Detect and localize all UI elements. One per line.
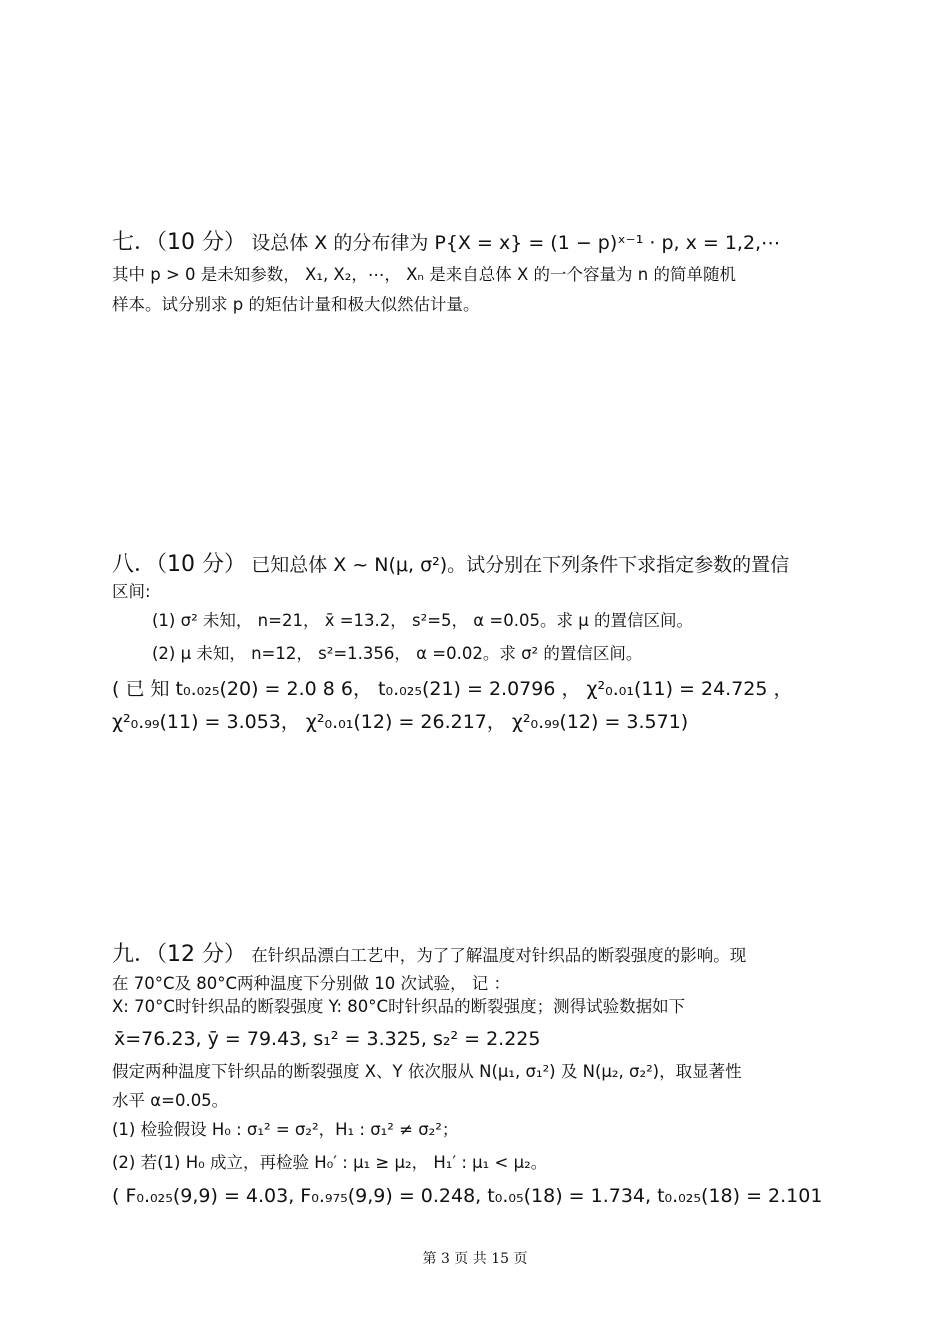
q8-item2: (2) μ 未知， n=12， s²=1.356， α =0.02。求 σ² 的置信区间。: [152, 644, 643, 663]
q8-known1: ( 已 知 t₀.₀₂₅(20) = 2.0 8 6， t₀.₀₂₅(21) = 2.0796 ， χ²₀.₀₁(11) = 24.725 ，: [112, 678, 793, 700]
q9-item2: (2) 若(1) H₀ 成立，再检验 H₀′ : μ₁ ≥ μ₂， H₁′ : μ₁ < μ₂。: [112, 1153, 548, 1172]
q8-known2: χ²₀.₉₉(11) = 3.053， χ²₀.₀₁(12) = 26.217， χ²₀.₉₉(12) = 3.571): [112, 711, 689, 733]
q9-line3: X: 70°C时针织品的断裂强度 Y: 80°C时针织品的断裂强度；测得试验数据如下: [112, 997, 686, 1016]
q9-known: ( F₀.₀₂₅(9,9) = 4.03, F₀.₉₇₅(9,9) = 0.248, t₀.₀₅(18) = 1.734, t₀.₀₂₅(18) = 2.101: [112, 1185, 823, 1207]
q8-heading: 八．（10 分）: [112, 552, 246, 577]
q9-heading: 九．（12 分）: [112, 942, 246, 967]
q7-heading: 七．（10 分）: [112, 230, 246, 255]
q7-line2: 其中 p > 0 是未知参数， X₁, X₂，⋯， Xₙ 是来自总体 X 的一个容量为 n 的简单随机: [112, 265, 736, 284]
q9-line4: 假定两种温度下针织品的断裂强度 X、Y 依次服从 N(μ₁, σ₁²) 及 N(μ₂, σ₂²)，取显著性: [112, 1062, 742, 1081]
q9-line2: 在 70°C及 80°C两种温度下分别做 10 次试验， 记 ：: [112, 974, 510, 993]
q9-data: x̄=76.23, ȳ = 79.43, s₁² = 3.325, s₂² = 2.225: [114, 1028, 541, 1050]
q7-line1-row: [112, 232, 780, 254]
q7-line1: 设总体 X 的分布律为 P{X = x} = (1 − p)ˣ⁻¹ · p, x = 1,2,⋯: [251, 232, 781, 254]
q8-line1: 已知总体 X ~ N(μ, σ²)。试分别在下列条件下求指定参数的置信: [251, 554, 790, 576]
q9-line5: 水平 α=0.05。: [112, 1091, 229, 1110]
page-footer: 第 3 页 共 15 页: [422, 1251, 528, 1267]
q9-line1-row: [112, 944, 746, 966]
q9-item1: (1) 检验假设 H₀ : σ₁² = σ₂²，H₁ : σ₁² ≠ σ₂²；: [112, 1120, 459, 1139]
q9-line1: 在针织品漂白工艺中，为了了解温度对针织品的断裂强度的影响。现: [251, 946, 747, 965]
q7-line3: 样本。试分别求 p 的矩估计量和极大似然估计量。: [112, 295, 480, 314]
q8-item1: (1) σ² 未知， n=21， x̄ =13.2， s²=5， α =0.05。求 μ 的置信区间。: [152, 611, 693, 630]
q8-line2: 区间:: [112, 582, 151, 601]
q8-line1-row: [112, 554, 789, 576]
